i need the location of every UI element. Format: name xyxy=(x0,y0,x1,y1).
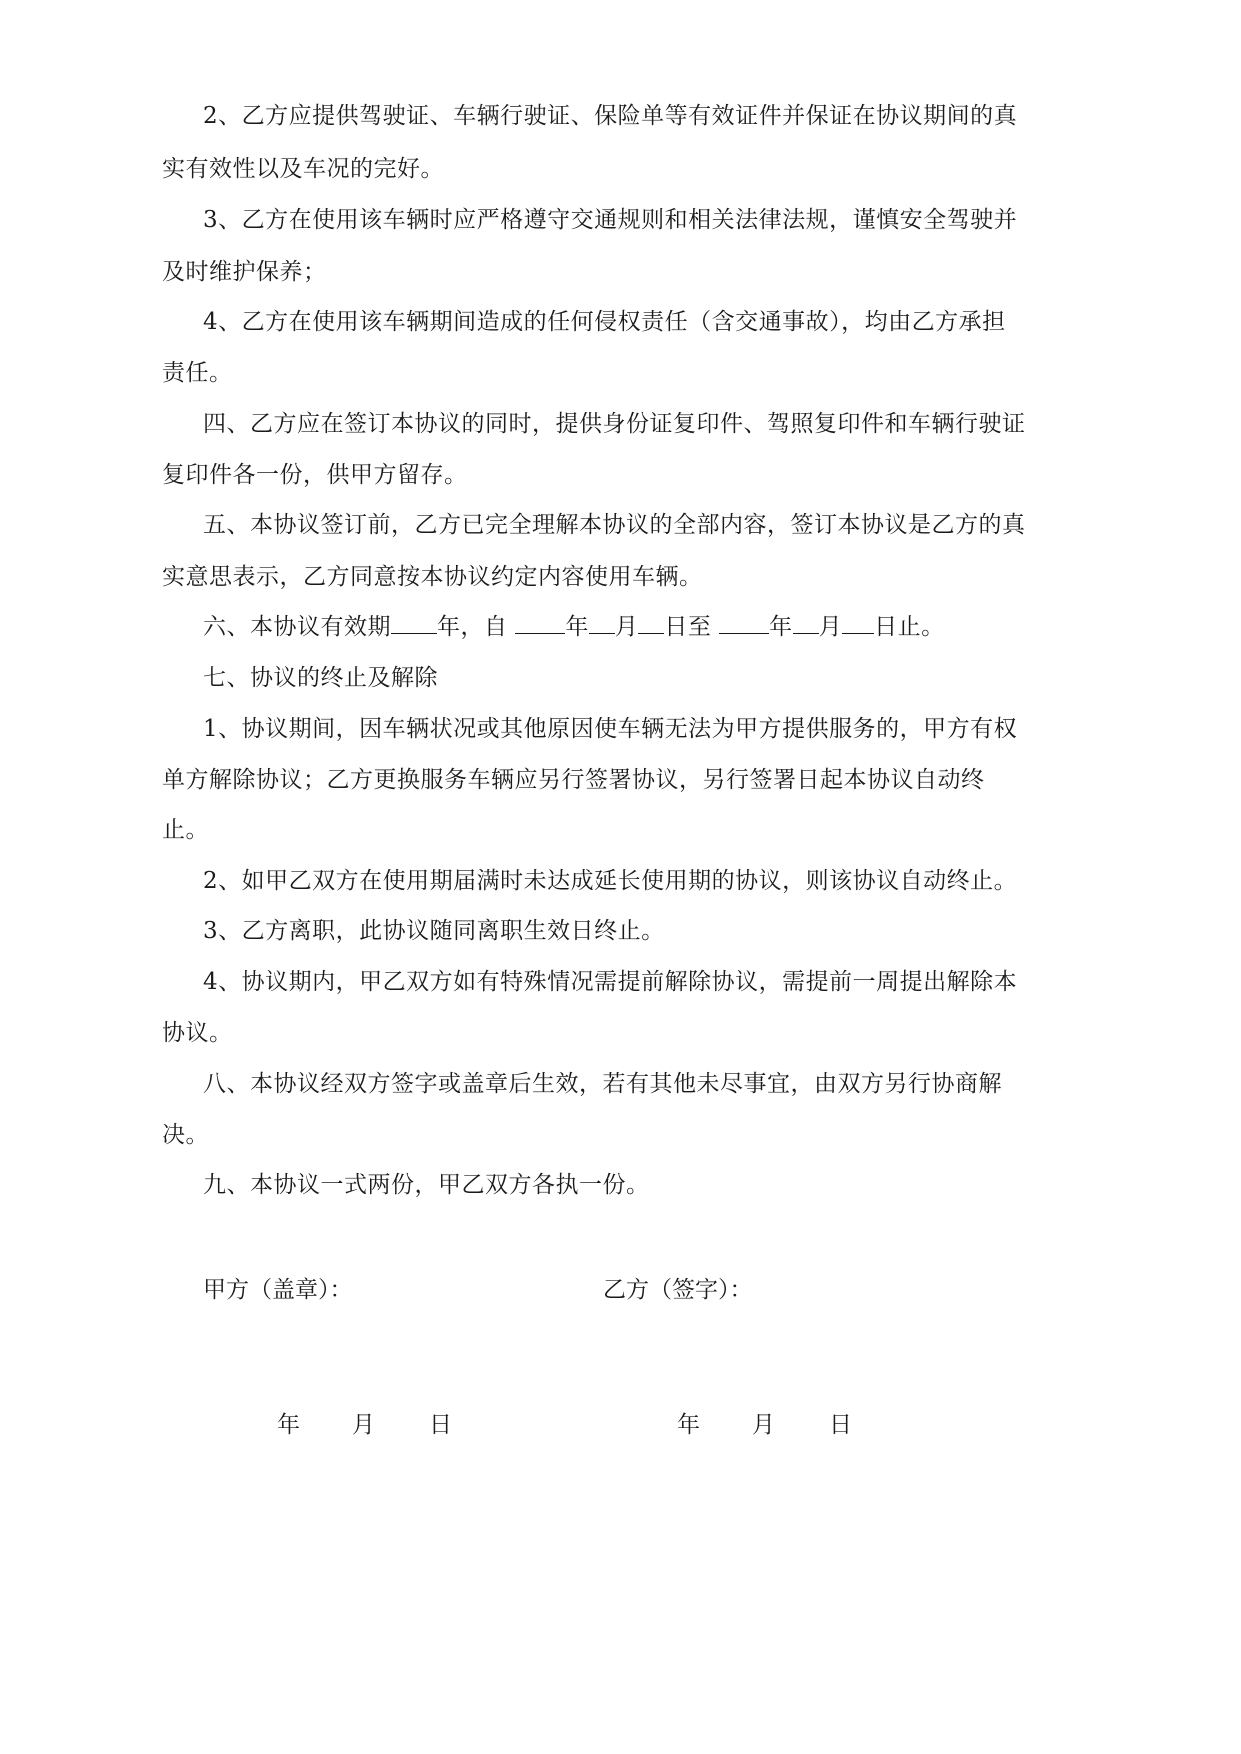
validity-text-8: 日止。 xyxy=(874,614,945,640)
party-a-date-year: 年 xyxy=(277,1412,300,1438)
end-month-blank[interactable] xyxy=(793,615,819,634)
clause-7-1-line-2: 单方解除协议；乙方更换服务车辆应另行签署协议，另行签署日起本协议自动终 xyxy=(162,767,985,793)
clause-4-line-2: 复印件各一份，供甲方留存。 xyxy=(162,462,468,488)
clause-7-1-line-3: 止。 xyxy=(162,817,209,843)
clause-3-2-line-1: 2、乙方应提供驾驶证、车辆行驶证、保险单等有效证件并保证在协议期间的真 xyxy=(203,103,1018,129)
party-a-date-day: 日 xyxy=(429,1412,452,1438)
clause-3-3-line-1: 3、乙方在使用该车辆时应严格遵守交通规则和相关法律法规，谨慎安全驾驶并 xyxy=(203,207,1018,233)
validity-text-7: 月 xyxy=(818,614,843,640)
validity-text-6: 年 xyxy=(769,614,793,640)
clause-3-2-line-2: 实有效性以及车况的完好。 xyxy=(162,156,444,182)
start-day-blank[interactable] xyxy=(638,615,664,634)
clause-7-2: 2、如甲乙双方在使用期届满时未达成延长使用期的协议，则该协议自动终止。 xyxy=(203,868,1018,894)
end-year-blank[interactable] xyxy=(719,615,769,634)
clause-3-3-line-2: 及时维护保养； xyxy=(162,259,327,285)
clause-7-1-line-1: 1、协议期间，因车辆状况或其他原因使车辆无法为甲方提供服务的，甲方有权 xyxy=(203,716,1018,742)
party-b-date-day: 日 xyxy=(829,1412,852,1438)
start-month-blank[interactable] xyxy=(589,615,615,634)
clause-7-4-line-1: 4、协议期内，甲乙双方如有特殊情况需提前解除协议，需提前一周提出解除本 xyxy=(203,969,1018,995)
validity-text-4: 月 xyxy=(614,614,639,640)
clause-8-line-1: 八、本协议经双方签字或盖章后生效，若有其他未尽事宜，由双方另行协商解 xyxy=(203,1071,1002,1097)
clause-6-validity xyxy=(203,612,945,642)
clause-7-heading: 七、协议的终止及解除 xyxy=(203,665,438,691)
validity-text-3: 年 xyxy=(565,614,589,640)
validity-text-5: 日至 xyxy=(664,614,720,640)
start-year-blank[interactable] xyxy=(515,615,565,634)
party-b-date-year: 年 xyxy=(677,1412,700,1438)
clause-3-4-line-1: 4、乙方在使用该车辆期间造成的任何侵权责任（含交通事故），均由乙方承担 xyxy=(203,309,1006,335)
clause-9: 九、本协议一式两份，甲乙双方各执一份。 xyxy=(203,1172,650,1198)
clause-7-4-line-2: 协议。 xyxy=(162,1020,233,1046)
party-b-date-month: 月 xyxy=(752,1412,775,1438)
clause-7-3: 3、乙方离职，此协议随同离职生效日终止。 xyxy=(203,918,665,944)
clause-3-4-line-2: 责任。 xyxy=(162,360,233,386)
clause-5-line-2: 实意思表示，乙方同意按本协议约定内容使用车辆。 xyxy=(162,564,703,590)
party-a-date-month: 月 xyxy=(352,1412,375,1438)
validity-text-2: 年，自 xyxy=(437,614,516,640)
years-blank[interactable] xyxy=(391,615,437,634)
validity-text-1: 六、本协议有效期 xyxy=(203,614,391,640)
clause-8-line-2: 决。 xyxy=(162,1122,209,1148)
clause-5-line-1: 五、本协议签订前，乙方已完全理解本协议的全部内容，签订本协议是乙方的真 xyxy=(203,512,1026,538)
party-a-signature-label: 甲方（盖章）： xyxy=(203,1277,353,1303)
party-b-signature-label: 乙方（签字）： xyxy=(603,1277,753,1303)
end-day-blank[interactable] xyxy=(842,615,874,634)
clause-4-line-1: 四、乙方应在签订本协议的同时，提供身份证复印件、驾照复印件和车辆行驶证 xyxy=(203,411,1026,437)
